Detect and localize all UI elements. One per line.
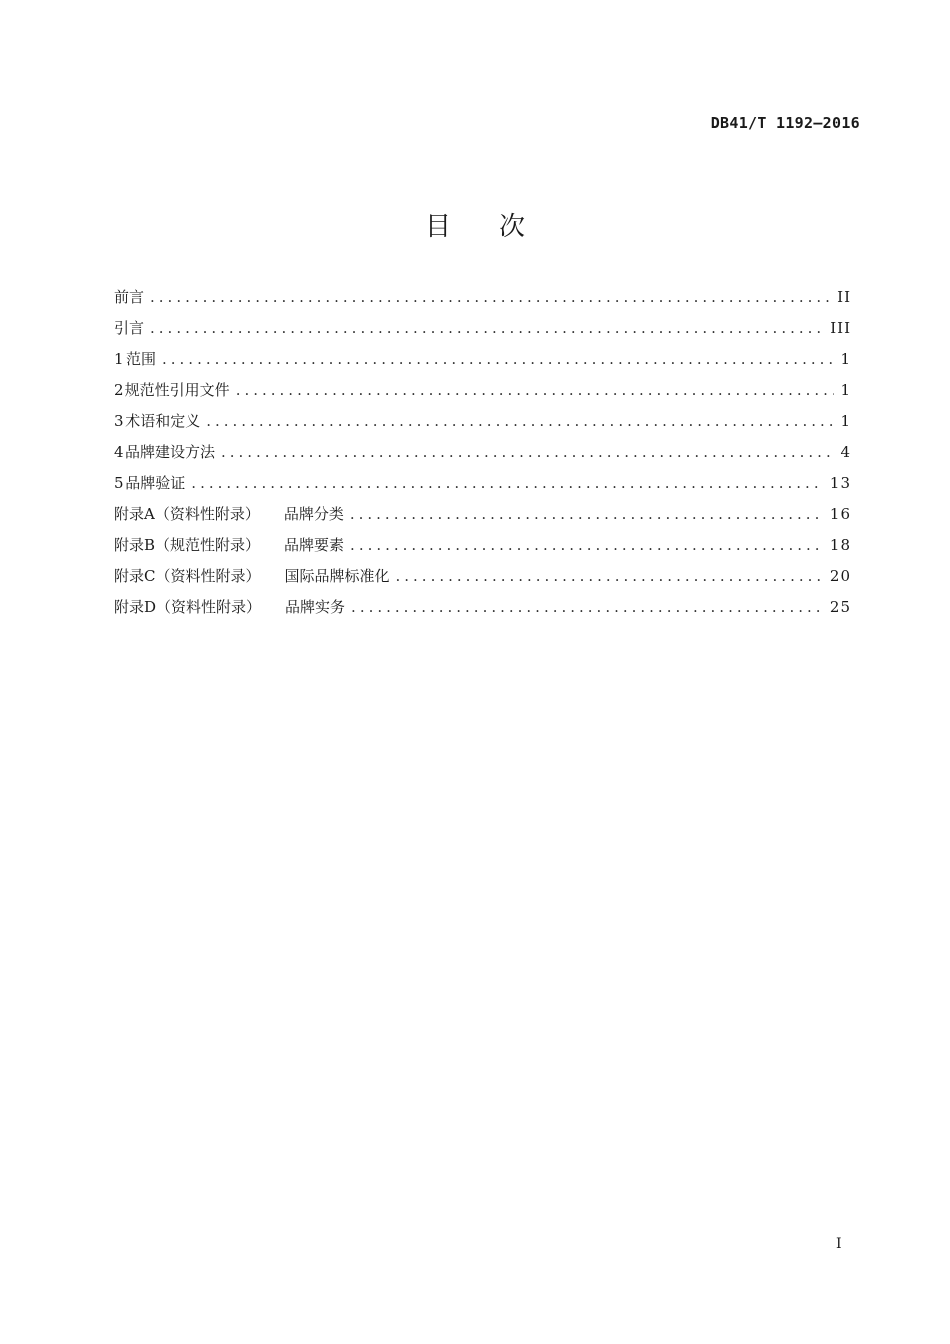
toc-leader-dots: [191, 474, 824, 492]
toc-leader-dots: [351, 598, 824, 616]
toc-annex-prefix: 附录C（资料性附录）: [114, 567, 261, 585]
page-number: I: [836, 1236, 842, 1252]
toc-entry-page: 13: [829, 474, 851, 492]
toc-leader-dots: [350, 536, 824, 554]
toc-leader-dots: [206, 412, 834, 430]
toc-annex-prefix: 附录D（资料性附录）: [114, 598, 262, 616]
toc-entry-terms-definitions[interactable]: [114, 410, 851, 441]
toc-entry-label: 品牌要素: [284, 536, 345, 554]
toc-entry-label: 国际品牌标准化: [284, 567, 390, 585]
toc-entry-scope[interactable]: [114, 348, 851, 379]
toc-leader-dots: [236, 381, 835, 399]
toc-entry-label: 品牌实务: [285, 598, 346, 616]
toc-entry-number: 3: [114, 412, 124, 430]
toc-entry-number: 2: [114, 381, 124, 399]
toc-entry-label: 前言: [114, 288, 145, 306]
toc-entry-page: 16: [829, 505, 851, 523]
toc-leader-dots: [162, 350, 834, 368]
toc-entry-brand-verification[interactable]: [114, 472, 851, 503]
toc-entry-page: 4: [840, 443, 851, 461]
toc-entry-label: 品牌验证: [125, 474, 186, 492]
toc-entry-label: 术语和定义: [125, 412, 201, 430]
toc-entry-page: II: [837, 288, 851, 306]
toc-entry-page: 25: [829, 598, 851, 616]
toc-entry-number: 4: [114, 443, 124, 461]
toc-entry-page: 1: [840, 412, 851, 430]
toc-annex-prefix: 附录A（资料性附录）: [114, 505, 260, 523]
toc-entry-introduction[interactable]: [114, 317, 851, 348]
toc-entry-normative-references[interactable]: [114, 379, 851, 410]
document-code: DB41/T 1192—2016: [710, 114, 860, 132]
toc-entry-brand-building-method[interactable]: [114, 441, 851, 472]
toc-entry-annex-a[interactable]: [114, 503, 851, 534]
toc-leader-dots: [396, 567, 824, 585]
toc-entry-label: 规范性引用文件: [124, 381, 230, 399]
toc-entry-label: 品牌建设方法: [124, 443, 215, 461]
toc-entry-number: 5: [114, 474, 124, 492]
toc-leader-dots: [350, 505, 824, 523]
toc-entry-label: 品牌分类: [283, 505, 344, 523]
toc-entry-annex-c[interactable]: [114, 565, 851, 596]
toc-title: 目次: [424, 212, 573, 242]
toc-entry-page: III: [830, 319, 851, 337]
toc-entry-label: 范围: [125, 350, 156, 368]
toc-list: [114, 286, 851, 627]
toc-annex-prefix: 附录B（规范性附录）: [114, 536, 261, 554]
toc-entry-page: 20: [829, 567, 851, 585]
toc-entry-page: 1: [840, 381, 851, 399]
toc-entry-number: 1: [114, 350, 124, 368]
toc-entry-foreword[interactable]: [114, 286, 851, 317]
toc-leader-dots: [150, 319, 824, 337]
toc-entry-annex-b[interactable]: [114, 534, 851, 565]
toc-entry-page: 18: [829, 536, 851, 554]
toc-leader-dots: [150, 288, 831, 306]
toc-leader-dots: [221, 443, 835, 461]
toc-entry-annex-d[interactable]: [114, 596, 851, 627]
toc-entry-label: 引言: [114, 319, 145, 337]
toc-entry-page: 1: [840, 350, 851, 368]
